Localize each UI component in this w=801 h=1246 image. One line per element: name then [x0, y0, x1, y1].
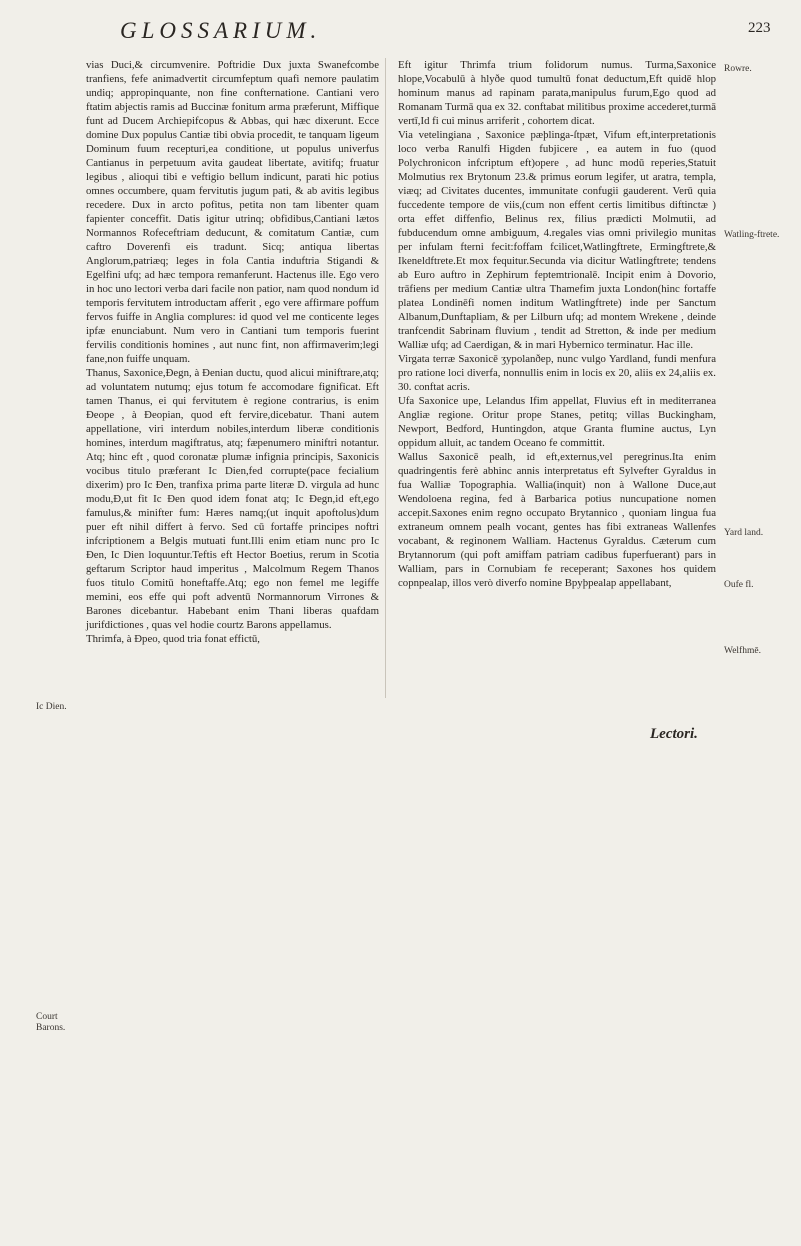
margin-note-rowre: Rowre. — [724, 64, 752, 74]
column-divider — [385, 58, 386, 698]
margin-note-ic-dien: Ic Dien. — [36, 702, 67, 712]
margin-note-welshmen: Welfhmē. — [724, 646, 761, 656]
running-title: GLOSSARIUM. — [120, 18, 322, 43]
page-number: 223 — [748, 20, 771, 36]
left-column — [86, 58, 379, 646]
margin-note-watling: Watling-ftrete. — [724, 230, 780, 240]
right-column — [398, 58, 716, 590]
right-paragraph-4: Ufa Saxonice upe, Lelandus Ifim appellat, Fluvius eft in mediterranea Angliæ regione. Oritur prope Stanes, petitq; villas Buckingham, Newport, Bedford, Huntingdon, atque Granta flumine auctus, Lyn oppidum alluit, ac tandem Oceano fe committit. — [398, 395, 716, 449]
left-paragraph-3: Thrimfa, à Ðpeo, quod tria fonat effictū, — [86, 633, 260, 645]
right-paragraph-2: Via vetelingiana , Saxonice pæþlinga-ſtpæt, Vifum eft,interpretationis loco verba Ranulfi Higden fubjicere , ea autem in fuo (quod Polychronicon infcriptum eft)opere , ad hunc modū reperies,Statuit Molmutius rex Brytonum 23.& primus eorum legifer, ut aratra, templa, viæq; ad Civitates ducentes, immunitate confugii gauderent. Verū quia fuccedente tempore de viis,(cum non effent certis limitibus diftinctæ ) orta effet diffenfio, Belinus rex, filius prædicti Molmutii, ad fubducendum omne ambiguum, 4.regales vias omni privilegio munitas per infulam fterni fecit:foffam fcilicet,Watlingftrete, Ermingftrete,& Ikeneldftrete.Et mox fequitur.Secunda via dicitur Watlingftrete; tendens ab Euro auftro in Zephirum feptemtrionalē. Incipit enim à Dovorio, trāfiens per medium Cantiæ ultra Thamefim juxta London(hinc fortaffe platea Londinēfi nomen inditum Watlingftrete) inde per Sanctum Albanum,Dunftapliam, & per Lilburn ufq; ad montem Wrekene , deinde tranfcendit Sabrinam fluvium , tendit ad Stretton, & inde per medium Walliæ ufq; ad Caerdigan, & in mari Hybernico terminatur. Hac ille. — [398, 129, 716, 351]
margin-note-court-barons: Court Barons. — [36, 1012, 66, 1033]
left-paragraph-1: vias Duci,& circumvenire. Poftridie Dux juxta Swanefcombe tranfiens, fefe animadvertit circumfeptum quafi nemore paulatim undiq; appropinquante, non fine confternatione. Cantiani vero ftatim abjectis ramis ad Buccinæ fonitum arma præferunt, Miffique funt ad Ducem Archiepifcopus & Abbas, qui hæc dixerunt. Ecce domine Dux populus Cantiæ tibi obvia procedit, te tanquam ligeum Dominum fuum recepturi,ea conditione, ut populus univerfus Cantianus in perpetuum avita gaudeat libertate, avitifq; fruatur legibus , alioqui tibi e veftigio bellum indicunt, parati hic potius omnes occumbere, quam fervitutis jugum pati, & ab avitis legibus recedere. Dux in arcto pofitus, petita non tam libenter quam fapienter conceffit. Datis igitur utrinq; obfidibus,Cantiani lætos Normannos Rofeceftriam deducunt, & comitatum Cantiæ, cum caftro Doverenfi eis tradunt. Sicq; antiqua libertas Anglorum,patriæq; leges in fola Cantia induftria Stigandi & Egelfini ufq; ad hæc tempora remanferunt. Hactenus ille. Ego vero in hoc uno lectori verba dari facile non patior, nam quod nondum id temporis fervitutem introductam afferit , ego vere affirmare poffum fervos fuiffe in Anglia complures: id quod vel me conticente leges ipfæ enunciabunt. Num vero in Cantiani tum temporis fuerint fervilis conditionis homines , aut nunc fint, non affirmaverim;legi fane,non fuiffe unquam. — [86, 59, 379, 365]
left-paragraph-2: Thanus, Saxonice,Ðegn, à Ðenian ductu, quod alicui miniftrare,atq; ad voluntatem nutumq; ejus totum fe accomodare fignificat. Eft tamen Thanus, ei qui fervitutem è regione contrarius, is enim Ðeope , à Ðeopian, quod eft fervire,dicebatur. Thani autem appellatione, viri interdum nobiles,interdum liberæ conditionis homines, interdum magiftratus, atq; fæpenumero miniftri notantur. Atq; hinc eft , quod coronatæ plumæ infignia principis, Saxonicis vocibus titulo præferant Ic Dien,fed corrupte(pace fecialium dixerim) pro Ic Ðen, tranfixa prima parte literæ D. virgula ad hunc modu,Ð,ut fit Ic Ðen quod idem fonat atq; Ic Ðegn,id eft,ego famulus,& minifter fum: Hæres namq;(ut inquit apoftolus)dum puer eft nihil differt à fervo. Sed cū fortaffe principes noftri infcriptionem a Belgis mutuati funt.Illi enim etiam nunc pro Ic Ðen, Ic Dien loquuntur.Teftis eft Hector Boetius, rerum in Scotia geftarum Scriptor haud imperitus , Malcolmum Regem Thanos fuos titulo Comitū honeftaffe.Atq; ego non femel me legiffe memini, eos effe qui poft adventū Normannorum Virrones & Barones dicebantur. Habebant enim Thani liberas quafdam jurifdictiones , quas vel hodie courtz Barons appellamus. — [86, 367, 379, 631]
page-header — [0, 14, 801, 48]
margin-note-oufe: Oufe fl. — [724, 580, 754, 590]
catchword: Lectori. — [650, 726, 698, 742]
right-paragraph-5: Wallus Saxonicē pealh, id eft,externus,vel peregrinus.Ita enim quadringentis ferè abhinc annis interpretatus eft Sylvefter Gyraldus in fua Walliæ Topographia. Wallia(inquit) non à Wallone Duce,aut Wendoloena regina, fed à Barbarica potius nuncupatione nomen accepit.Saxones enim regno occupato Brytannico , quoniam lingua fua extraneum omnem pealh vocant, gentes has fibi extraneas Wallenfes vocabant, & reginonem Walliam. Hactenus Gyraldus. Cæterum cum Brytannorum (qui poft amiffam patriam cadibus fuperfuerant) pars in Walliam, pars in Cornubiam fe receperant; Saxones hos quidem copnpealap, illos verò diverfo nomine Bpyþpealap appellabant, — [398, 451, 716, 589]
right-paragraph-1: Eft igitur Thrimfa trium folidorum numus. Turma,Saxonice hlope,Vocabulū à hlyðe quod tumultū fonat deductum,Eft quidē hlop hominum manus ad rapinam parata,manipulus furum,Ego quod ad Romanam Turmā qua ex 32. conftabat militibus proxime accederet,turmā vertī,Id fi cui minus arriferit , cohortem dicat. — [398, 59, 716, 127]
margin-note-yard-land: Yard land. — [724, 528, 764, 538]
right-paragraph-3: Virgata terræ Saxonicē ʒypolanðep, nunc vulgo Yardland, fundi menfura pro ratione loci diverfa, nonnullis enim in locis ex 20, aliis ex 24,aliis ex. 30. conftat acris. — [398, 353, 716, 393]
